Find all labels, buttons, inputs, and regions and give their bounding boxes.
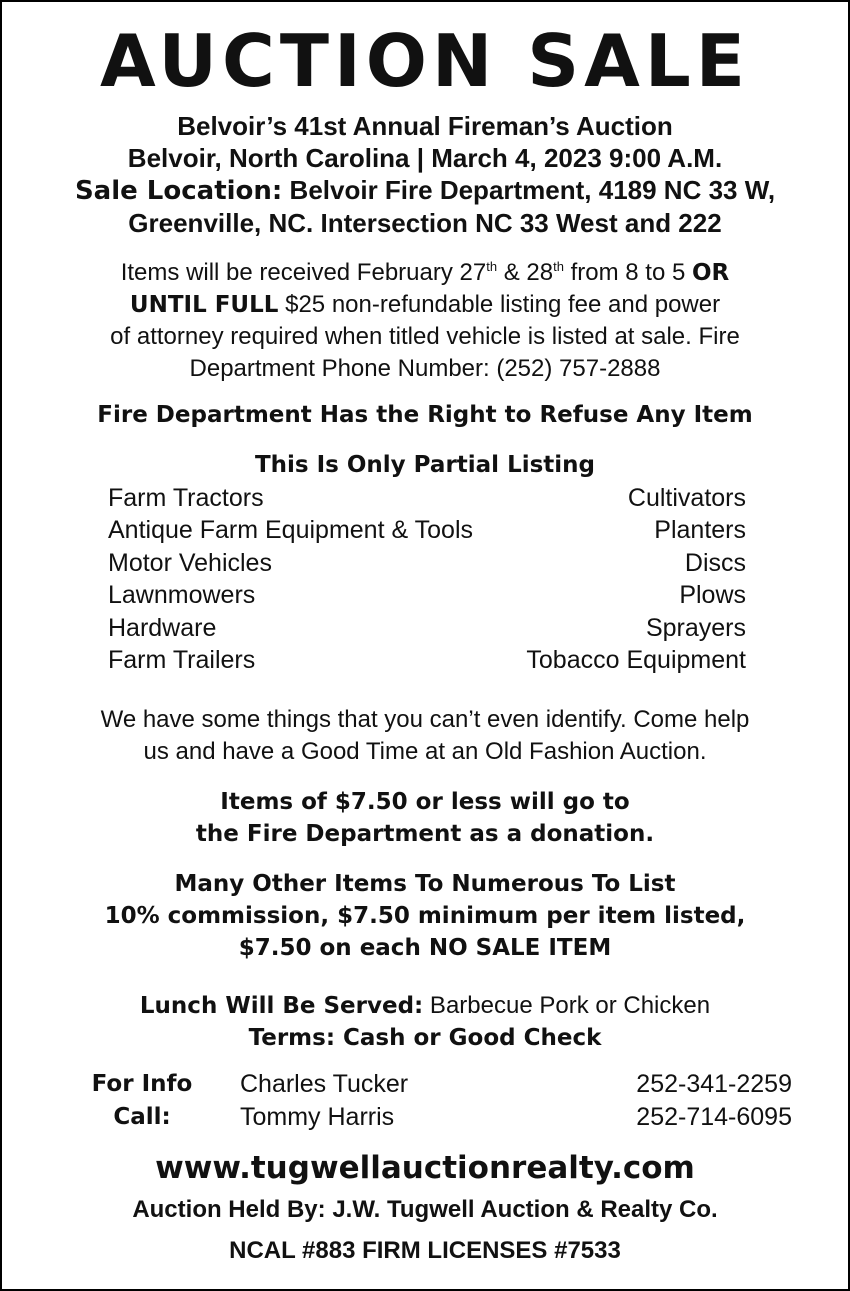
event-header: [32, 110, 818, 239]
until-full-emphasis: UNTIL FULL: [129, 292, 279, 318]
receiving-info: [32, 257, 818, 385]
contact-phone: 252-714-6095: [636, 1103, 792, 1131]
item-left: Farm Trailers: [108, 645, 256, 674]
item-left: Antique Farm Equipment & Tools: [108, 516, 474, 545]
contact-name: Tommy Harris: [240, 1103, 395, 1131]
contact-label: Call:: [113, 1104, 171, 1130]
item-list: [108, 482, 746, 676]
item-right: Discs: [684, 548, 746, 577]
commission-line: $7.50 on each NO SALE ITEM: [238, 935, 612, 961]
refuse-notice: Fire Department Has the Right to Refuse Any Item: [97, 402, 753, 428]
contact-name: Charles Tucker: [240, 1070, 409, 1098]
donation-line: the Fire Department as a donation.: [195, 821, 655, 847]
or-emphasis: OR: [692, 260, 730, 286]
commission-line: Many Other Items To Numerous To List: [174, 871, 676, 897]
contact-label: For Info: [91, 1071, 193, 1097]
partial-listing-heading: This Is Only Partial Listing: [254, 452, 596, 478]
sale-location: [32, 174, 818, 207]
payment-terms: Terms: Cash or Good Check: [248, 1025, 602, 1051]
contact-phone: 252-341-2259: [636, 1070, 792, 1098]
receiving-text: & 28: [497, 259, 554, 286]
license-numbers: NCAL #883 FIRM LICENSES #7533: [229, 1237, 621, 1264]
sale-location-label: Sale Location:: [74, 176, 283, 206]
receiving-line-3: of attorney required when titled vehicle is listed at sale. Fire: [110, 323, 740, 350]
item-right: Planters: [654, 516, 746, 545]
donation-notice: [32, 786, 818, 850]
sale-location-text: Belvoir Fire Department, 4189 NC 33 W,: [289, 175, 776, 205]
auction-held-by: Auction Held By: J.W. Tugwell Auction & Realty Co.: [132, 1196, 718, 1223]
ordinal-suffix: th: [553, 259, 564, 274]
fire-dept-phone: Department Phone Number: (252) 757-2888: [189, 355, 661, 382]
item-right: Sprayers: [645, 613, 746, 642]
item-right: Cultivators: [627, 484, 746, 512]
website-url: www.tugwellauctionrealty.com: [155, 1150, 695, 1186]
receiving-text: Items will be received February 27: [120, 259, 487, 286]
lunch-text: Barbecue Pork or Chicken: [423, 992, 711, 1019]
commission-line: 10% commission, $7.50 minimum per item listed,: [104, 903, 746, 929]
ad-title: AUCTION SALE: [100, 19, 750, 103]
listing-fee-text: $25 non-refundable listing fee and power: [278, 291, 721, 318]
donation-line: Items of $7.50 or less will go to: [220, 789, 630, 815]
list-item: [108, 482, 746, 514]
item-left: Motor Vehicles: [108, 548, 272, 577]
item-left: Farm Tractors: [108, 484, 264, 512]
lunch-label: Lunch Will Be Served:: [139, 993, 424, 1019]
item-right: Plows: [679, 581, 746, 610]
contact-info: [72, 1068, 792, 1138]
lunch-notice: [32, 990, 818, 1022]
list-item: [108, 579, 746, 611]
ordinal-suffix: th: [486, 259, 498, 274]
receiving-line-1: [32, 257, 818, 289]
commission-notice: [32, 868, 818, 964]
list-item: [108, 612, 746, 644]
item-left: Lawnmowers: [108, 581, 256, 610]
event-name: Belvoir’s 41st Annual Fireman’s Auction: [177, 111, 673, 141]
identify-paragraph: [32, 704, 818, 768]
item-right: Tobacco Equipment: [526, 645, 746, 674]
list-item: [108, 514, 746, 546]
identify-line: us and have a Good Time at an Old Fashion Auction.: [143, 738, 707, 765]
receiving-line-2: [32, 289, 818, 321]
identify-line: We have some things that you can’t even identify. Come help: [100, 706, 750, 733]
receiving-text: from 8 to 5: [563, 259, 692, 286]
list-item: [108, 644, 746, 676]
list-item: [108, 547, 746, 579]
item-left: Hardware: [108, 613, 217, 642]
sale-location-intersection: Greenville, NC. Intersection NC 33 West and 222: [128, 208, 722, 238]
event-date-place: Belvoir, North Carolina | March 4, 2023 9:00 A.M.: [127, 143, 723, 173]
